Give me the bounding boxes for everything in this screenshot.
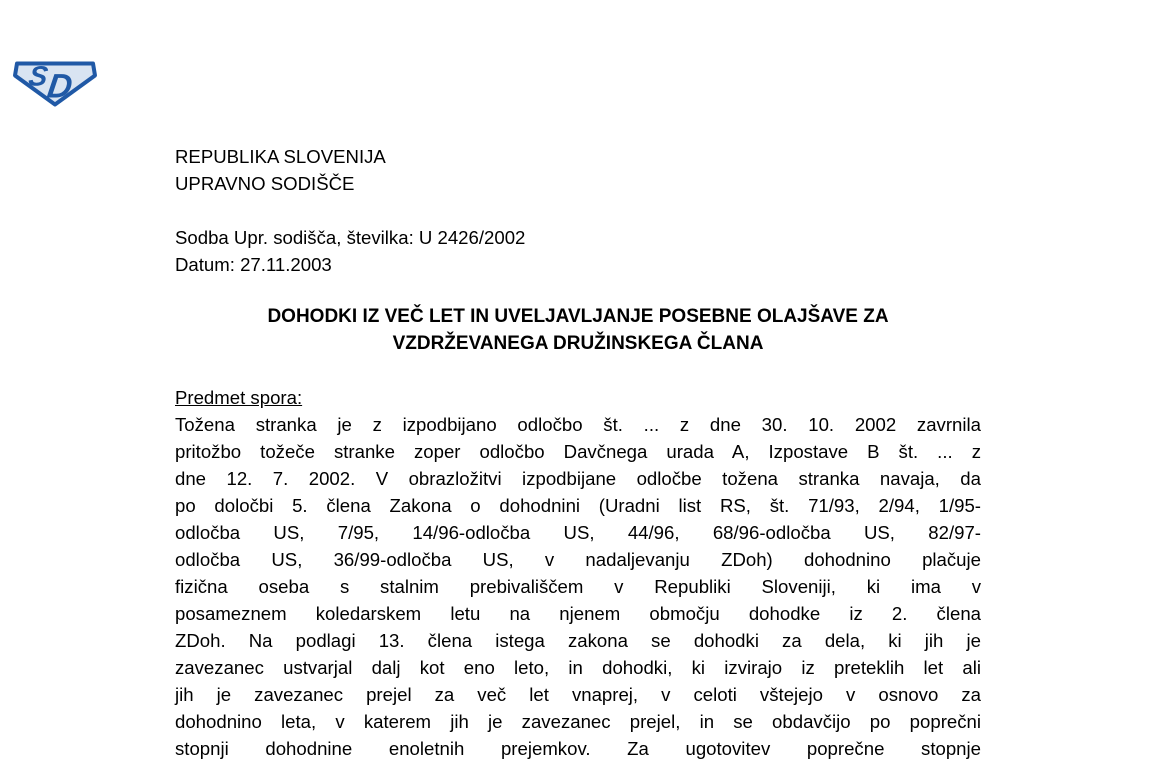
- body-line: po določbi 5. člena Zakona o dohodnini (Uradni list RS, št. 71/93, 2/94, 1/95-: [175, 495, 981, 516]
- body-line: odločba US, 7/95, 14/96-odločba US, 44/96, 68/96-odločba US, 82/97-: [175, 522, 981, 543]
- body-line: fizična oseba s stalnim prebivališčem v Republiki Sloveniji, ki ima v: [175, 576, 981, 597]
- court-line: UPRAVNO SODIŠČE: [175, 173, 355, 194]
- court-logo: [14, 54, 96, 107]
- document-title: [175, 303, 981, 357]
- body-line: ZDoh. Na podlagi 13. člena istega zakona se dohodki za dela, ki jih je: [175, 630, 981, 651]
- date-line: Datum: 27.11.2003: [175, 254, 332, 275]
- body-line: jih je zavezanec prejel za več let vnaprej, v celoti vštejejo v osnovo za: [175, 684, 981, 705]
- body-line: Tožena stranka je z izpodbijano odločbo št. ... z dne 30. 10. 2002 zavrnila: [175, 414, 981, 435]
- section-heading: Predmet spora:: [175, 387, 303, 408]
- title-line-2: VZDRŽEVANEGA DRUŽINSKEGA ČLANA: [392, 333, 764, 354]
- logo-letters: [25, 61, 76, 106]
- case-number-line: Sodba Upr. sodišča, številka: U 2426/2002: [175, 227, 526, 248]
- body-line: dohodnino leta, v katerem jih je zavezanec prejel, in se obdavčijo po poprečni: [175, 711, 981, 732]
- sd-shield-icon: [14, 54, 96, 107]
- body-line: zavezanec ustvarjal dalj kot eno leto, in dohodki, ki izvirajo iz preteklih let ali: [175, 657, 981, 678]
- logo-letter-s: S: [26, 60, 50, 92]
- document-content: [175, 143, 981, 762]
- republic-line: REPUBLIKA SLOVENIJA: [175, 146, 386, 167]
- body-line: dne 12. 7. 2002. V obrazložitvi izpodbijane odločbe tožena stranka navaja, da: [175, 468, 981, 489]
- body-line: odločba US, 36/99-odločba US, v nadaljevanju ZDoh) dohodnino plačuje: [175, 549, 981, 570]
- body-line: stopnji dohodnine enoletnih prejemkov. Za ugotovitev poprečne stopnje: [175, 738, 981, 759]
- logo-letter-d: D: [44, 67, 75, 106]
- title-line-1: DOHODKI IZ VEČ LET IN UVELJAVLJANJE POSEBNE OLAJŠAVE ZA: [267, 306, 889, 327]
- body-line: posameznem koledarskem letu na njenem območju dohodke iz 2. člena: [175, 603, 981, 624]
- body-line: pritožbo tožeče stranke zoper odločbo Davčnega urada A, Izpostave B št. ... z: [175, 441, 981, 462]
